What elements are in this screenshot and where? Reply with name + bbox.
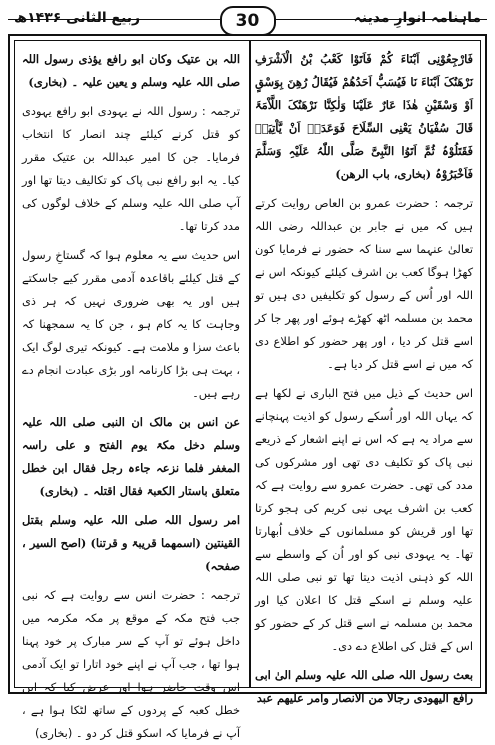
issue-date: ربیع الثانی ۱۴۳۶ھ <box>14 10 141 26</box>
hadith-arabic-kaab: فَارْجِعُوْنِی اَبْنَاءَ کُمْ فَاَتَوْا کَعْبُ بْنُ الْاَشْرَفِ نَرْھَنُکَ اَبْنَاءَ نَا فَیُسَبُّ اَحَدُھُمْ فَیُقَالُ رُھِنَ بِوَسْقٍ اَوْ وَسْقَیْنِ ھٰذَا عَارٌ عَلَیْنَا وَلٰکِنَّا نَرْھَنُکَ اللَّاْمَۃَ قَالَ سُفْیَانُ یَعْنِی السِّلَاحَ فَوَعَدَہٗ اَنْ یَّاْتِیَہٗ فَقَتَلُوْہُ ثُمَّ اَتَوُا النَّبِیَّ صَلَّی اللّٰہُ عَلَیْہِ وَسَلَّمَ فَاَخْبَرُوْہُ (بخاری، باب الرھن) <box>255 52 473 181</box>
hadith-arabic-qaynatayn: امر رسول اللہ صلی اللہ علیہ وسلم بقتل القینتین (اسمھما قریبۃ و قرتنا) (اصح السیر ، صفحہ) <box>22 513 240 573</box>
magazine-title: ماہنامہ انوارِ مدینہ <box>353 10 481 26</box>
column-divider <box>249 40 251 688</box>
hadith-arabic-abu-rafi-cont: اللہ بن عتیک وکان ابو رافع یؤذی رسول اللہ صلی اللہ علیہ وسلم و یعین علیہ ۔ (بخاری) <box>22 52 240 89</box>
translation-abu-rafi: ترجمہ : رسول اللہ نے یہودی ابو رافع یہودی کو قتل کرنے کیلئے چند انصار کا انتخاب فرمایا۔ جن کا امیر عبداللہ بن عتیک مقرر کیا۔ یہ ابو رافع نبی پاک کو تکالیف دیتا تھا اور آپ صلی اللہ علیہ وسلم کے خلاف لوگوں کی مدد کرتا تھا۔ <box>22 104 240 233</box>
translation-kaab: ترجمہ : حضرت عمرو بن العاص روایت کرتے ہیں کہ میں نے جابر بن عبداللہ رضی اللہ تعالیٰ عنہما سے سنا کہ حضور نے فرمایا کون کھڑا ہوگا کعب بن اشرف کیلئے کیونکہ اس نے اللہ اور اُس کے رسول کو تکلیفیں دی ہیں تو محمد بن مسلمہ اٹھ کھڑے ہوئے اور پھر جا کر اسے قتل کر دیا ، اور پھر حضور کو اطلاع دی کہ میں نے اسے قتل کر دیا ہے۔ <box>255 196 473 371</box>
translation-ibn-khatal: ترجمہ : حضرت انس سے روایت ہے کہ نبی جب فتح مکہ کے موقع پر مکہ مکرمہ میں داخل ہوئے تو آپ کے سر مبارک پر خود پہنا ہوا تھا ، جب آپ نے اپنے خود اتارا تو ایک آدمی اس وقت حاضر ہوا اور عرض کیا کہ ابن خطل کعبہ کے پردوں کے ساتھ لٹکا ہوا ہے ، آپ نے فرمایا کہ اسکو قتل کر دو ۔ (بخاری) <box>22 588 240 740</box>
right-column <box>255 48 473 705</box>
commentary-abu-rafi: اس حدیث سے یہ معلوم ہوا کہ گستاخِ رسول کے قتل کیلئے باقاعدہ آدمی مقرر کیے جاسکتے ہیں اور یہ بھی ضروری نہیں کہ ہر ذی وجاہت کا یہ کام ہو ، جن کا یہ سمجھنا کہ باعث سزا و ملامت ہے۔ کیونکہ تیری لوگ ایک ، بہت ہی بڑا کارنامہ اور بڑی عبادت انجام دے رہے ہیں۔ <box>22 248 240 400</box>
content-frame <box>8 34 487 740</box>
hadith-arabic-ibn-khatal: عن انس بن مالک ان النبی صلی اللہ علیہ وسلم دخل مکۃ یوم الفتح و علی راسہ المغفر فلما نزعہ جاءہ رجل فقال ابن خطل متعلق باستار الکعبۃ فقال اقتلہ ۔ (بخاری) <box>22 415 240 498</box>
commentary-kaab: اس حدیث کے ذیل میں فتح الباری نے لکھا ہے کہ یہاں اللہ اور اُسکے رسول کو اذیت پہنچانے سے مراد یہ ہے کہ اس نے اپنے اشعار کے ذریعے نبی پاک کو تکلیف دی تھی اور مشرکوں کی مدد کی تھی۔ حضرت عمرو سے روایت ہے کہ کعب بن اشرف یہی نبی کریم کی ہجو کرتا تھا اور قریش کو مسلمانوں کے خلاف اُبھارتا تھا۔ یہ یہودی نبی کو اور اُن کے واسطے سے اللہ کو ذہنی اذیت دیتا تھا تو نبی صلی اللہ علیہ وسلم نے اسکے قتل کا اعلان کیا اور محمد بن مسلمہ نے اسے قتل کر کے حضور کو اس کے قتل کی اطلاع دے دی۔ <box>255 386 473 653</box>
left-column <box>22 48 240 740</box>
page-header <box>8 6 487 36</box>
hadith-arabic-abu-rafi: بعث رسول اللہ صلی اللہ علیہ وسلم الیٰ ابی رافع الیھودی رجالا من الانصار وامر علیھم عبد <box>255 668 473 705</box>
page-number: 30 <box>220 6 276 36</box>
